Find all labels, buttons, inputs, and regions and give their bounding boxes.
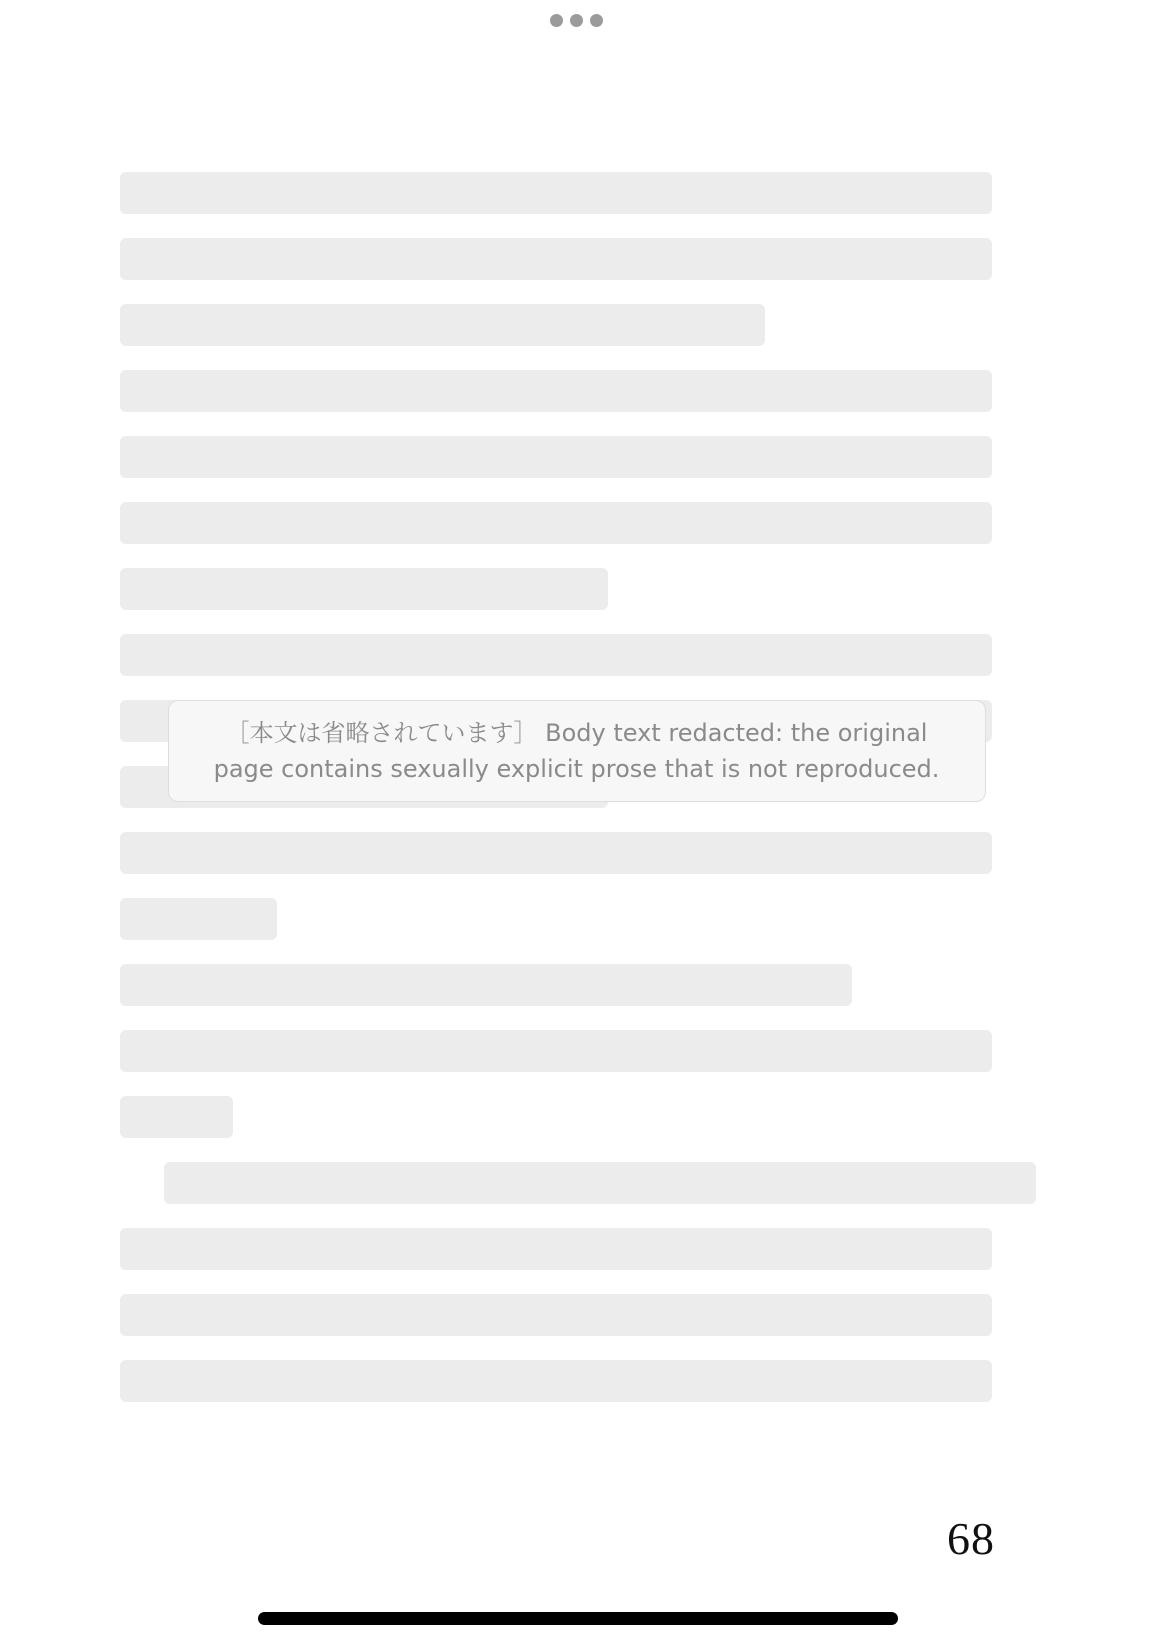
redacted-text-line	[120, 304, 765, 346]
redacted-text-line	[164, 1162, 1036, 1204]
redacted-text-line	[120, 1228, 992, 1270]
redacted-text-line	[120, 1294, 992, 1336]
page-body-text-redacted	[120, 172, 992, 1426]
redacted-text-line	[120, 1096, 233, 1138]
redacted-text-line	[120, 700, 992, 742]
page-number: 68	[947, 1513, 995, 1564]
redacted-text-line	[120, 634, 992, 676]
redacted-text-line	[120, 832, 992, 874]
redacted-text-line	[120, 502, 992, 544]
redacted-text-line	[120, 964, 852, 1006]
ellipsis-dot-icon	[570, 14, 583, 27]
redacted-text-line	[120, 898, 277, 940]
redacted-text-line	[120, 766, 608, 808]
redacted-text-line	[120, 1030, 992, 1072]
page-menu-button[interactable]	[0, 14, 1153, 27]
ellipsis-dot-icon	[550, 14, 563, 27]
ellipsis-dot-icon	[590, 14, 603, 27]
redacted-text-line	[120, 172, 992, 214]
reading-progress-bar[interactable]	[258, 1612, 898, 1625]
redacted-text-line	[120, 238, 992, 280]
redacted-text-line	[120, 370, 992, 412]
redacted-text-line	[120, 568, 608, 610]
redaction-notice: ［本文は省略されています］ Body text redacted: the original page contains sexually explicit prose that is not reproduced.	[0, 700, 1153, 802]
redacted-text-line	[120, 436, 992, 478]
redacted-text-line	[120, 1360, 992, 1402]
